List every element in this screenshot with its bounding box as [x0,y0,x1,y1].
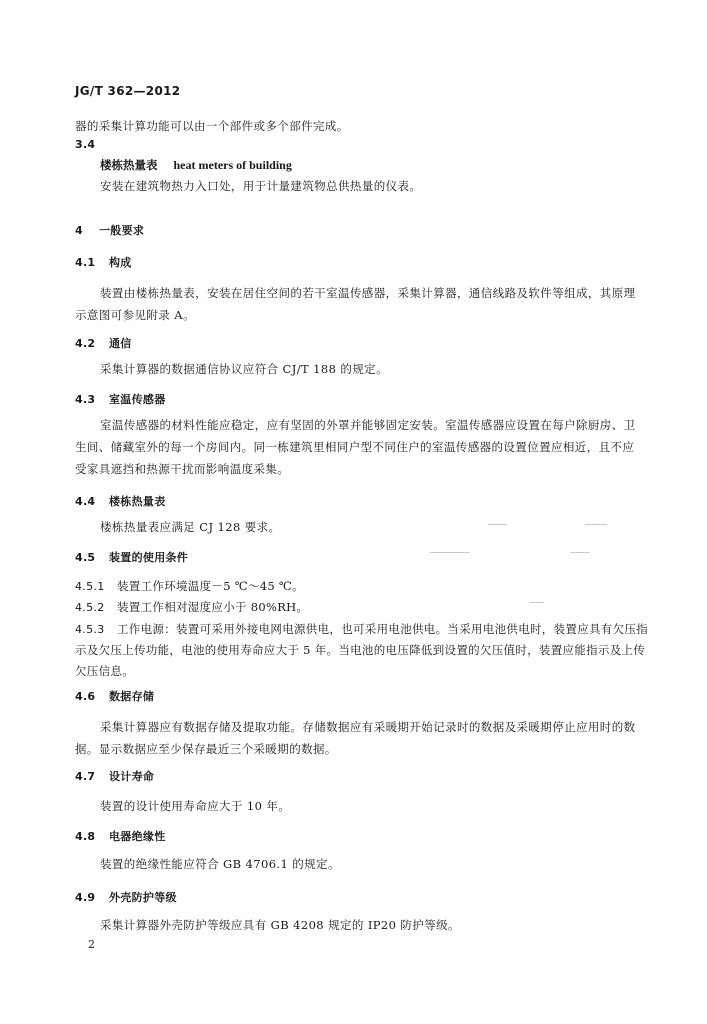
section-number: 4 [75,224,83,237]
section-number: 4.5 [75,551,96,564]
section-4-5-heading [75,549,188,565]
clause-text: 装置工作相对湿度应小于 80%RH。 [117,600,309,614]
section-number: 3.4 [75,138,96,151]
section-number: 4.8 [75,830,96,843]
section-number: 4.6 [75,690,96,703]
section-3-4-number [75,138,95,151]
section-4-6-heading [75,688,154,704]
section-4-3-text: 室温传感器的材料性能应稳定，应有坚固的外罩并能够固定安装。室温传感器应设置在每户除厨房、卫生间、储藏室外的每一个房间内。同一栋建筑里相同户型不同住户的室温传感器的设置位置应相近，且不应受家具遮挡和热源干扰而影响温度采集。 [75,418,636,476]
section-4-8-text: 装置的绝缘性能应符合 GB 4706.1 的规定。 [100,857,340,871]
section-number: 4.7 [75,770,96,783]
section-4-9-text: 采集计算器外壳防护等级应具有 GB 4208 规定的 IP20 防护等级。 [100,918,460,932]
term-cn: 楼栋热量表 [100,158,158,172]
section-4-2-heading [75,335,132,351]
clause-text: 装置工作环境温度－5 ℃～45 ℃。 [117,579,304,593]
section-title: 楼栋热量表 [109,495,166,508]
section-4-7-heading [75,768,154,784]
clause-number: 4.5.3 [75,623,105,636]
section-4-8-heading [75,828,166,844]
scan-speck [530,602,544,603]
section-title: 数据存储 [109,690,155,703]
section-4-6-text: 采集计算器应有数据存储及提取功能。存储数据应有采暖期开始记录时的数据及采暖期停止应用时的数据。显示数据应至少保存最近三个采暖期的数据。 [75,720,636,756]
clause-4-5-2 [75,597,650,618]
section-4-4-heading [75,493,166,509]
clause-number: 4.5.1 [75,580,105,593]
term-heading [100,157,292,173]
scan-speck [430,552,470,553]
section-number: 4.9 [75,891,96,904]
section-4-2-text: 采集计算器的数据通信协议应符合 CJ/T 188 的规定。 [100,362,388,376]
clause-4-5-1 [75,576,650,597]
section-number: 4.2 [75,337,96,350]
section-4-1-text: 装置由楼栋热量表，安装在居住空间的若干室温传感器，采集计算器，通信线路及软件等组成，其原理示意图可参见附录 A。 [75,286,636,322]
section-title: 电器绝缘性 [109,830,166,843]
section-4-1-heading [75,254,132,270]
section-number: 4.3 [75,393,96,406]
clause-text: 工作电源：装置可采用外接电网电源供电，也可采用电池供电。当采用电池供电时，装置应具有欠压指示及欠压上传功能，电池的使用寿命应大于 5 年。当电池的电压降低到设置的欠压值时，装置应能指示及上传欠压信息。 [75,622,648,678]
section-title: 构成 [109,256,132,269]
section-title: 设计寿命 [109,770,155,783]
section-title: 外壳防护等级 [109,891,177,904]
continuation-text: 器的采集计算功能可以由一个部件或多个部件完成。 [75,119,349,133]
term-definition: 安装在建筑物热力入口处，用于计量建筑物总供热量的仪表。 [100,179,422,193]
scan-speck [585,524,607,525]
page-number: 2 [88,938,95,951]
section-title: 一般要求 [99,224,145,237]
section-4-7-text: 装置的设计使用寿命应大于 10 年。 [100,799,291,813]
term-en: heat meters of building [173,158,292,172]
section-4-heading [75,222,144,238]
section-title: 通信 [109,337,132,350]
clause-4-5-3 [75,619,650,682]
scan-speck [570,552,590,553]
section-number: 4.1 [75,256,96,269]
section-title: 装置的使用条件 [109,551,189,564]
section-4-3-heading [75,391,166,407]
clause-number: 4.5.2 [75,601,105,614]
section-4-4-text: 楼栋热量表应满足 CJ 128 要求。 [100,520,281,534]
section-number: 4.4 [75,495,96,508]
scan-speck [488,524,506,525]
section-title: 室温传感器 [109,393,166,406]
standard-code-header: JG/T 362—2012 [75,84,181,98]
section-4-9-heading [75,889,177,905]
